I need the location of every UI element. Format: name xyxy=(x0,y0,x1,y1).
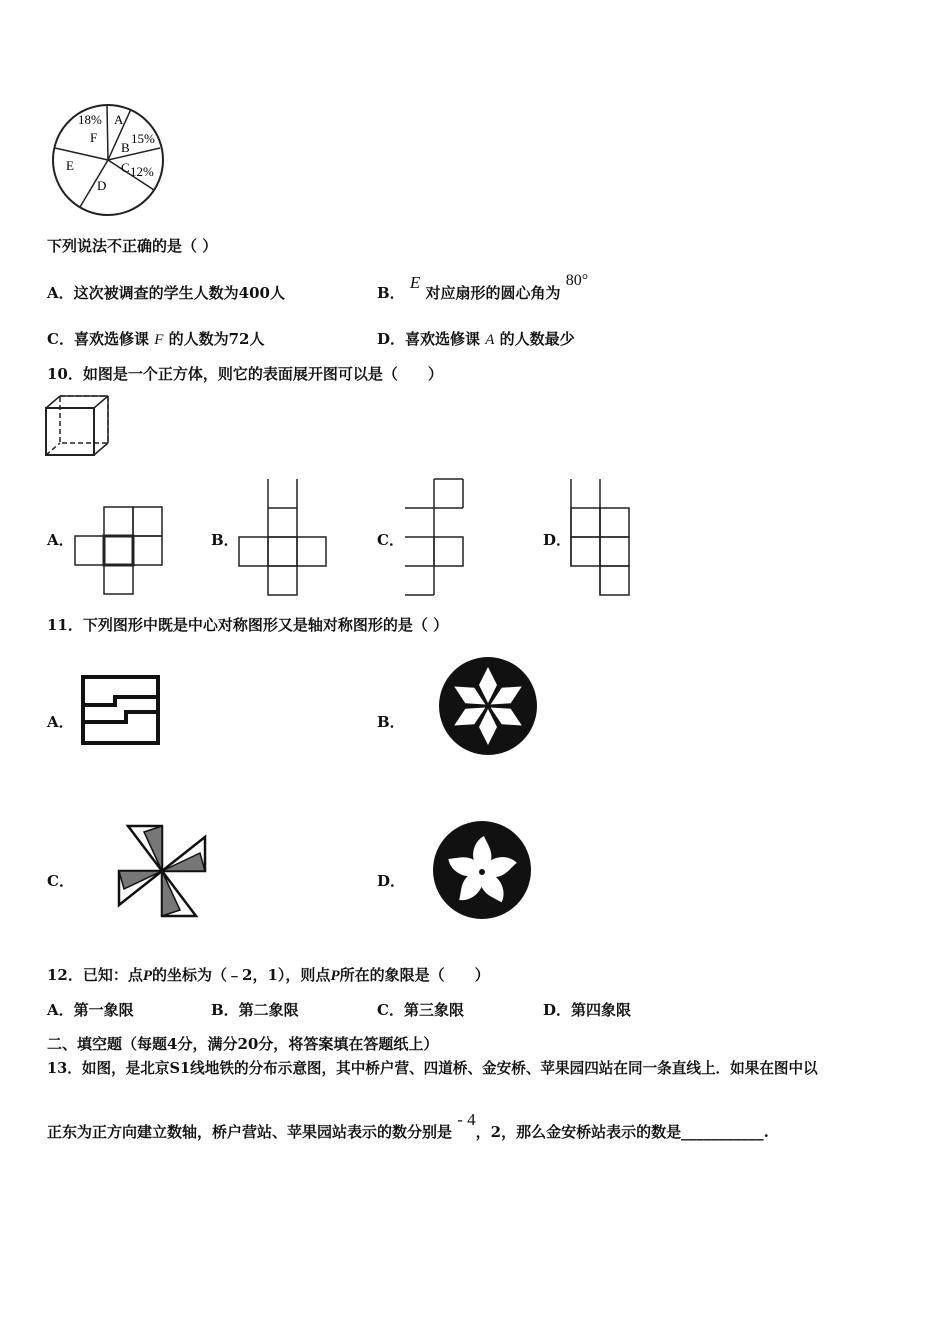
q12-option-b: B．第二象限 xyxy=(211,1001,299,1019)
pie-label-e: E xyxy=(66,158,74,173)
q11-label-c: C． xyxy=(47,872,74,890)
q12-stem-b: 的坐标为（﹣2，1），则点 xyxy=(152,966,331,984)
q9-option-d-prefix: D．喜欢选修课 xyxy=(377,330,481,348)
q9-option-d-text: 的人数最少 xyxy=(499,330,575,348)
q11-stem: 11．下列图形中既是中心对称图形又是轴对称图形的是（ ） xyxy=(47,616,449,634)
pie-pct-f: 18% xyxy=(78,112,102,127)
pie-label-f: F xyxy=(90,130,98,145)
shape-c-pinwheel xyxy=(118,824,208,919)
q9-option-c-text: 的人数为72人 xyxy=(168,330,265,348)
q9-option-d xyxy=(377,329,575,350)
pie-divider xyxy=(107,105,108,160)
q12-option-d: D．第四象限 xyxy=(543,1001,632,1019)
q13-line-2 xyxy=(47,1110,769,1142)
net-c xyxy=(404,478,494,598)
q9-stem: 下列说法不正确的是（ ） xyxy=(47,237,218,255)
pie-label-b: B xyxy=(121,140,130,155)
pie-pct-c: 12% xyxy=(130,164,154,179)
q9-option-b-text: 对应扇形的圆心角为 xyxy=(425,284,561,302)
section-2-title: 二、填空题（每题4分，满分20分，将答案填在答题纸上） xyxy=(47,1035,439,1053)
q9-option-a: A．这次被调查的学生人数为400人 xyxy=(47,284,285,302)
q13-line-2-a: 正东为正方向建立数轴，桥户营站、苹果园站表示的数分别是 xyxy=(47,1123,453,1141)
q12-var-p: P xyxy=(142,968,153,984)
q9-option-b xyxy=(377,272,589,304)
q13-line-2-b: ，2，那么金安桥站表示的数是 xyxy=(475,1123,682,1141)
pie-chart xyxy=(50,100,170,220)
q13-end: . xyxy=(763,1123,769,1141)
q9-option-b-prefix: B． xyxy=(377,284,405,302)
q9-option-b-value: 80° xyxy=(565,272,589,289)
q12-var-p-2: P xyxy=(330,968,340,984)
q9-option-c-var: F xyxy=(154,332,164,348)
shape-d-bauhinia xyxy=(432,820,532,920)
q12-stem-c: 所在的象限是（ ） xyxy=(339,966,490,984)
q11-label-d: D． xyxy=(377,872,406,890)
q10-label-b: B． xyxy=(211,531,239,549)
q10-label-c: C． xyxy=(377,531,404,549)
shape-b-snowflake xyxy=(438,656,538,756)
q9-option-b-var: E xyxy=(409,273,421,292)
pie-label-d: D xyxy=(97,178,107,193)
q9-option-c xyxy=(47,329,264,350)
q11-label-b: B． xyxy=(377,713,405,731)
q13-value: - 4 xyxy=(457,1110,476,1129)
q12-option-a: A．第一象限 xyxy=(47,1001,134,1019)
q12-stem-a: 12．已知：点 xyxy=(47,966,143,984)
q12-option-c: C．第三象限 xyxy=(377,1001,464,1019)
net-a xyxy=(74,506,164,596)
shape-a-interlock xyxy=(80,674,162,746)
q13-answer-blank[interactable]: ___________ xyxy=(681,1123,764,1141)
net-b xyxy=(238,478,328,598)
q10-stem: 10．如图是一个正方体，则它的表面展开图可以是（ ） xyxy=(47,365,443,383)
pie-pct-b: 15% xyxy=(131,131,155,146)
pie-divider xyxy=(55,148,108,160)
q10-label-d: D． xyxy=(543,531,572,549)
q9-option-c-prefix: C．喜欢选修课 xyxy=(47,330,149,348)
pie-label-c: C xyxy=(121,160,130,175)
q9-option-d-var: A xyxy=(485,332,495,348)
pie-divider xyxy=(108,148,160,160)
pie-label-a: A xyxy=(114,112,124,127)
q10-label-a: A． xyxy=(47,531,74,549)
q11-label-a: A． xyxy=(47,713,74,731)
net-d xyxy=(570,478,660,598)
q12-stem xyxy=(47,965,490,986)
q13-line-1: 13．如图，是北京S1线地铁的分布示意图，其中桥户营、四道桥、金安桥、苹果园四站在同一条直线上．如果在图中以 xyxy=(47,1060,818,1077)
cube-figure xyxy=(44,394,114,459)
